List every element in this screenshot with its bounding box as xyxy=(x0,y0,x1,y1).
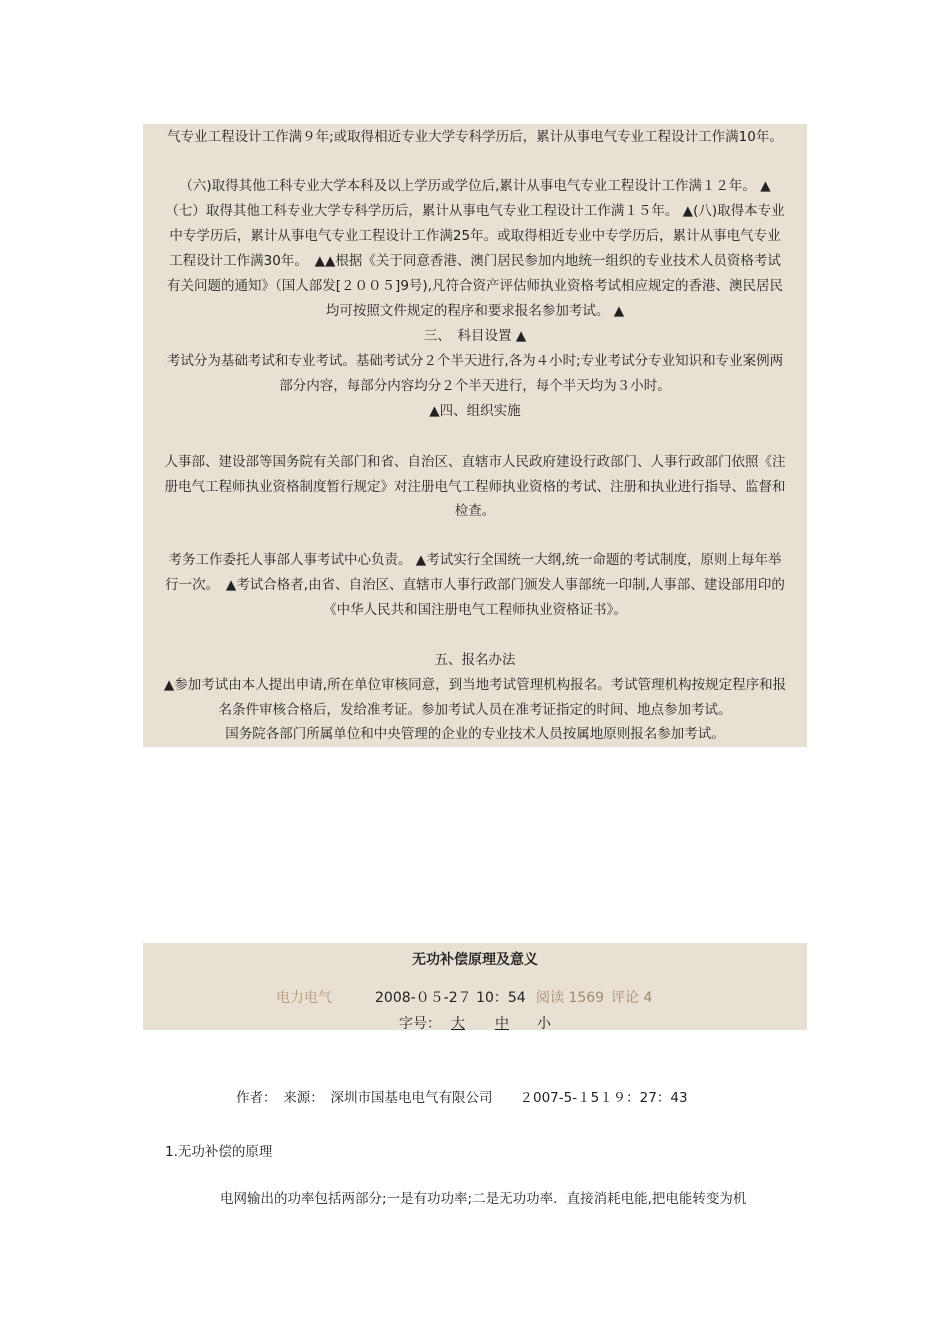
text-line: 气专业工程设计工作满９年;或取得相近专业大学专科学历后，累计从事电气专业工程设计工作满10年。 xyxy=(167,129,783,145)
text-line: ▲参加考试由本人提出申请,所在单位审核同意，到当地考试管理机构报名。考试管理机构按规定程序和报 xyxy=(163,677,787,693)
text-line: 行一次。 ▲考试合格者,由省、自治区、直辖市人事行政部门颁发人事部统一印制,人事部、建设部用印的 xyxy=(165,577,785,593)
text-line: 册电气工程师执业资格制度暂行规定》对注册电气工程师执业资格的考试、注册和执业进行指导、监督和 xyxy=(164,479,786,495)
body-paragraph: 电网输出的功率包括两部分;一是有功功率;二是无功功率．直接消耗电能,把电能转变为机 xyxy=(220,1191,747,1207)
text-line: 人事部、建设部等国务院有关部门和省、自治区、直辖市人民政府建设行政部门、人事行政部门依照《注 xyxy=(164,454,786,470)
exam-info-panel xyxy=(143,124,807,747)
text-line: 部分内容，每部分内容均分２个半天进行，每个半天均为３小时。 xyxy=(279,378,671,394)
text-line: 工程设计工作满30年。 ▲▲根据《关于同意香港、澳门居民参加内地统一组织的专业技术人员资格考试 xyxy=(169,253,781,269)
comment-count[interactable]: 评论 4 xyxy=(611,990,653,1006)
read-count: 阅读 1569 xyxy=(536,990,605,1006)
text-line: 有关问题的通知》（国人部发[２００５]9号),凡符合资产评估师执业资格考试相应规定的香港、澳民居民 xyxy=(167,278,783,294)
text-line: 中专学历后，累计从事电气专业工程设计工作满25年。或取得相近专业中专学历后，累计从事电气专业 xyxy=(169,228,781,244)
text-line: 考试分为基础考试和专业考试。基础考试分２个半天进行,各为４小时;专业考试分专业知识和专业案例两 xyxy=(166,353,784,369)
category-link[interactable]: 电力电气 xyxy=(276,990,332,1006)
text-line: （六)取得其他工科专业大学本科及以上学历或学位后,累计从事电气专业工程设计工作满１２年。 ▲ xyxy=(179,178,771,194)
section-heading-4: ▲四、组织实施 xyxy=(429,403,521,419)
section-heading-3: 三、 科目设置 ▲ xyxy=(423,328,527,344)
article-title: 无功补偿原理及意义 xyxy=(412,952,538,968)
text-line: 均可按照文件规定的程序和要求报名参加考试。 ▲ xyxy=(325,303,625,319)
font-size-label: 字号： xyxy=(399,1016,441,1032)
byline: 作者： 来源： 深圳市国基电电气有限公司 ２007-5-１5１９：27：43 xyxy=(236,1090,688,1106)
font-size-medium-button[interactable]: 中 xyxy=(495,1016,509,1032)
text-line: （七）取得其他工科专业大学专科学历后，累计从事电气专业工程设计工作满１５年。 ▲(八)取得本专业 xyxy=(165,203,785,219)
text-line: 考务工作委托人事部人事考试中心负责。 ▲考试实行全国统一大纲,统一命题的考试制度，原则上每年举 xyxy=(168,552,782,568)
font-size-large-button[interactable]: 大 xyxy=(451,1016,465,1032)
text-line: 检查。 xyxy=(454,503,496,519)
article-header xyxy=(143,943,807,1030)
text-line: 国务院各部门所属单位和中央管理的企业的专业技术人员按属地原则报名参加考试。 xyxy=(225,726,725,742)
font-size-small-button[interactable]: 小 xyxy=(537,1016,551,1032)
section-heading: 1.无功补偿的原理 xyxy=(165,1144,273,1160)
publish-datetime: 2008-０５-2７ 10：54 xyxy=(375,990,526,1006)
text-line: 名条件审核合格后，发给准考证。参加考试人员在准考证指定的时间、地点参加考试。 xyxy=(218,702,732,718)
text-line: 《中华人民共和国注册电气工程师执业资格证书》。 xyxy=(323,602,627,618)
section-heading-5: 五、报名办法 xyxy=(434,652,516,668)
